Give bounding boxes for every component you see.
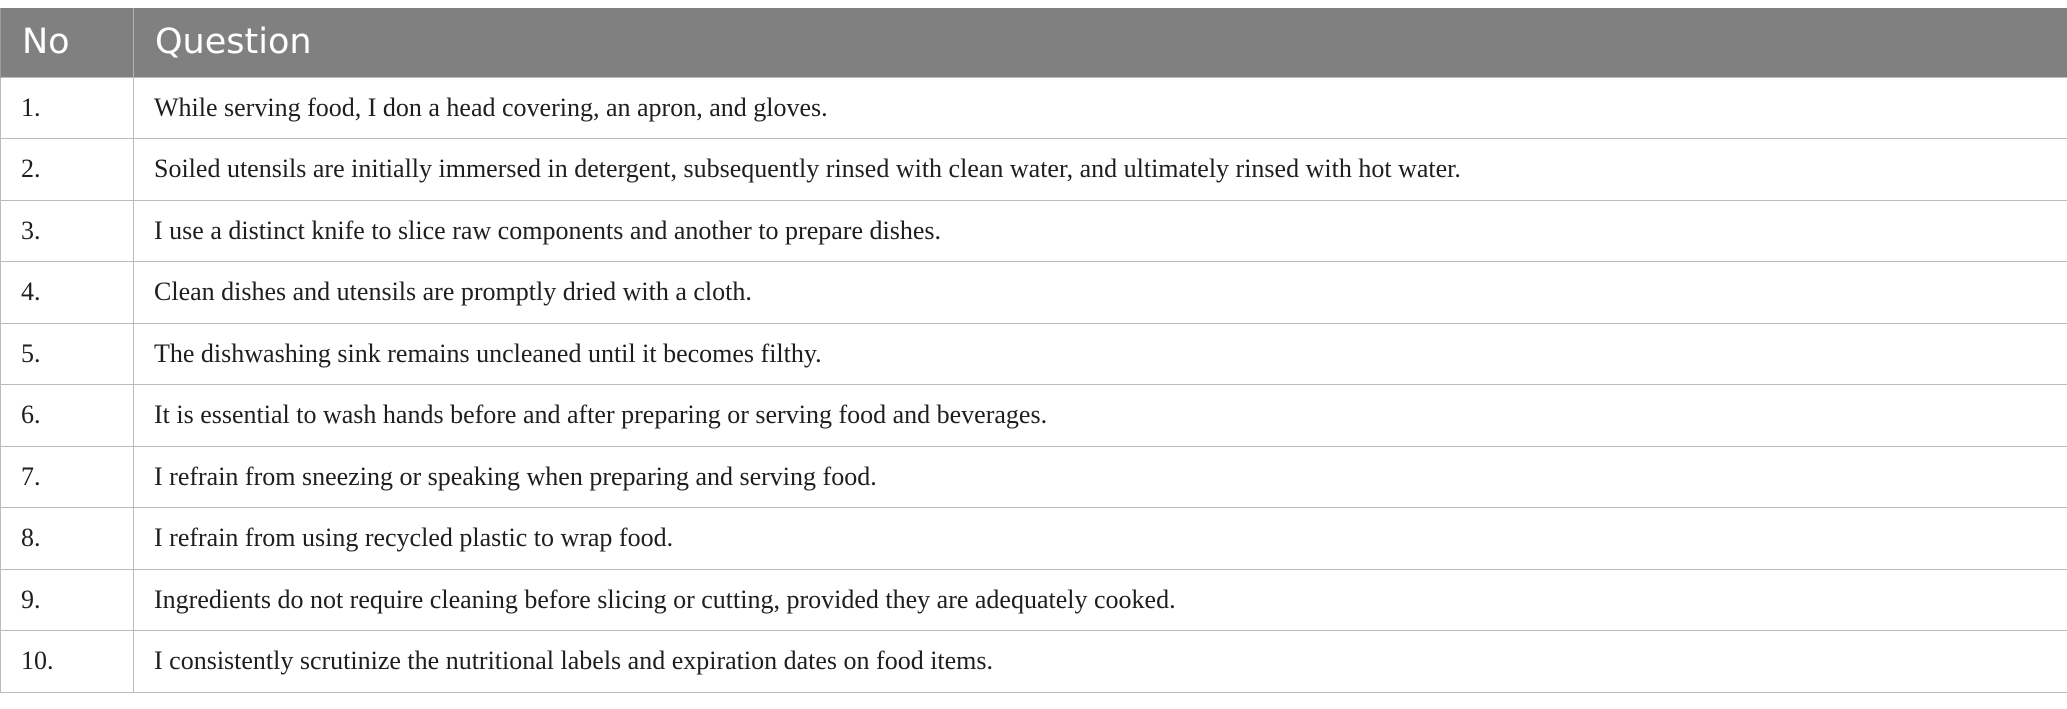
column-header-no: No: [1, 8, 134, 77]
header-row: [1, 8, 2067, 77]
table-row: [1, 139, 2067, 201]
table-row: [1, 385, 2067, 447]
table-row: [1, 569, 2067, 631]
row-question: Ingredients do not require cleaning before slicing or cutting, provided they are adequately cooked.: [134, 569, 2067, 631]
table-row: [1, 200, 2067, 262]
questions-table: [0, 8, 2067, 693]
row-question: I consistently scrutinize the nutritional labels and expiration dates on food items.: [134, 631, 2067, 693]
table-row: [1, 508, 2067, 570]
row-number: 3.: [1, 200, 134, 262]
table-row: [1, 631, 2067, 693]
row-number: 10.: [1, 631, 134, 693]
row-number: 9.: [1, 569, 134, 631]
row-question: I refrain from using recycled plastic to wrap food.: [134, 508, 2067, 570]
row-number: 4.: [1, 262, 134, 324]
row-question: While serving food, I don a head covering, an apron, and gloves.: [134, 77, 2067, 139]
table-row: [1, 262, 2067, 324]
row-number: 2.: [1, 139, 134, 201]
column-header-question: Question: [134, 8, 2067, 77]
row-question: It is essential to wash hands before and after preparing or serving food and beverages.: [134, 385, 2067, 447]
row-number: 5.: [1, 323, 134, 385]
row-number: 1.: [1, 77, 134, 139]
table-row: [1, 77, 2067, 139]
table-row: [1, 446, 2067, 508]
row-question: The dishwashing sink remains uncleaned until it becomes filthy.: [134, 323, 2067, 385]
table-row: [1, 323, 2067, 385]
row-number: 8.: [1, 508, 134, 570]
table-body: [1, 77, 2067, 692]
table-header: [1, 8, 2067, 77]
row-question: I refrain from sneezing or speaking when preparing and serving food.: [134, 446, 2067, 508]
row-question: I use a distinct knife to slice raw components and another to prepare dishes.: [134, 200, 2067, 262]
row-question: Clean dishes and utensils are promptly dried with a cloth.: [134, 262, 2067, 324]
row-number: 6.: [1, 385, 134, 447]
row-number: 7.: [1, 446, 134, 508]
row-question: Soiled utensils are initially immersed in detergent, subsequently rinsed with clean water, and ultimately rinsed with hot water.: [134, 139, 2067, 201]
